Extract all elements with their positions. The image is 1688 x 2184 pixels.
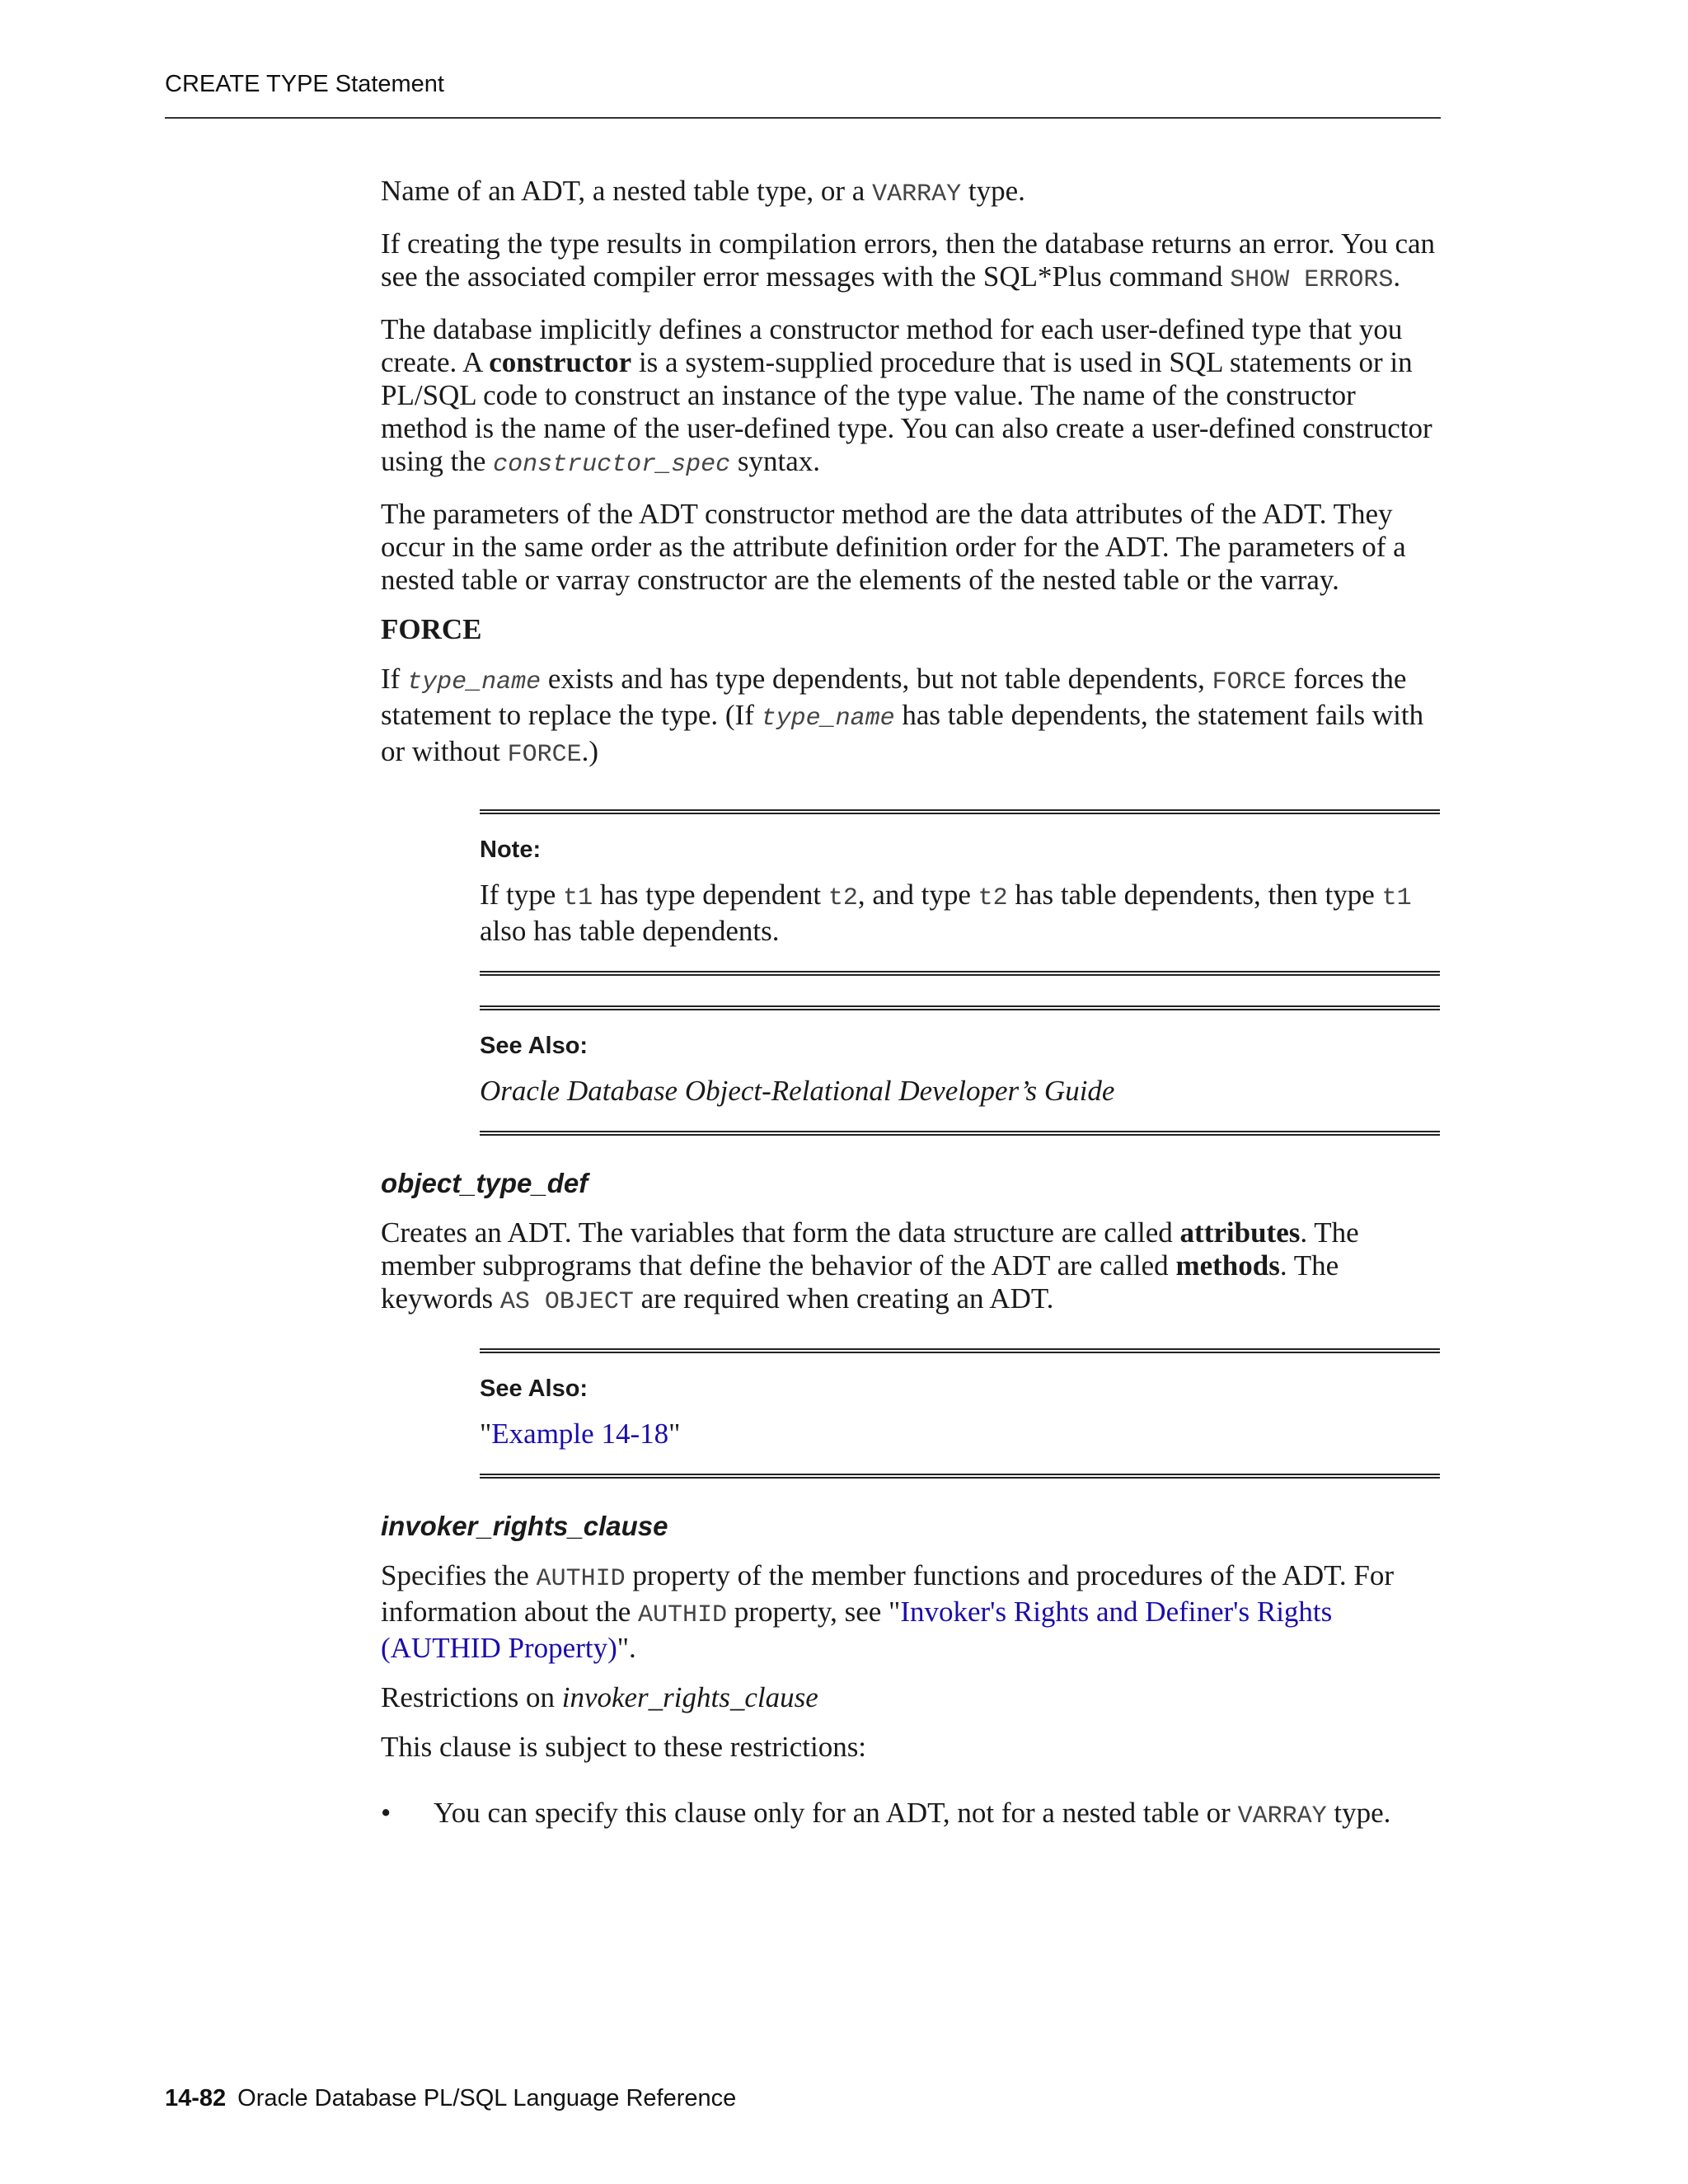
see-also-box-guide bbox=[480, 1005, 1440, 1136]
note-box-top-rule bbox=[480, 809, 1440, 814]
see-also-guide-title: Oracle Database Object-Relational Developer’s Guide bbox=[480, 1075, 1115, 1107]
example-14-18-link[interactable]: Example 14-18 bbox=[491, 1418, 669, 1450]
code-show-errors: SHOW ERRORS bbox=[1230, 266, 1394, 294]
note-label: Note: bbox=[480, 837, 542, 863]
paragraph-type-name: Name of an ADT, a nested table type, or a VARRAY type. bbox=[381, 175, 1025, 209]
invokers-rights-link[interactable]: Invoker's Rights and Definer's Rights (AUTHID Property) bbox=[381, 1596, 1333, 1664]
see-also-label: See Also: bbox=[480, 1376, 588, 1402]
paragraph-force: If type_name exists and has type dependents, but not table dependents, FORCE forces the statement to replace the type. (If type_name has table dependents, the statement fails with or without FORCE.) bbox=[381, 663, 1424, 769]
paragraph-authid: Specifies the AUTHID property of the member functions and procedures of the ADT. For information about the AUTHID property, see "Invoker's Rights and Definer's Rights (AUTHID Property)". bbox=[381, 1559, 1395, 1664]
restriction-list-item: • You can specify this clause only for an ADT, not for a nested table or VARRAY type. bbox=[381, 1797, 1391, 1830]
running-header: CREATE TYPE Statement bbox=[165, 71, 444, 97]
see-also-box-example bbox=[480, 1348, 1440, 1479]
page-content bbox=[381, 175, 1444, 1833]
paragraph-compilation-errors: If creating the type results in compilation errors, then the database returns an error. You can see the associated compiler error messages with the SQL*Plus command SHOW ERRORS. bbox=[381, 227, 1436, 294]
restrictions-heading: Restrictions on invoker_rights_clause bbox=[381, 1681, 818, 1713]
see-also-top-rule bbox=[480, 1348, 1440, 1353]
code-varray: VARRAY bbox=[872, 180, 962, 209]
term-force: FORCE bbox=[381, 613, 482, 645]
heading-object-type-def: object_type_def bbox=[381, 1168, 588, 1198]
running-footer bbox=[165, 2085, 736, 2112]
see-also-bottom-rule bbox=[480, 1131, 1440, 1136]
see-also-bottom-rule bbox=[480, 1474, 1440, 1479]
note-box-bottom-rule bbox=[480, 971, 1440, 976]
paragraph-constructor-parameters: The parameters of the ADT constructor method are the data attributes of the ADT. They occur in the same order as the attribute definition order for the ADT. The parameters of a nested table or varray constructor are the elements of the nested table or the varray. bbox=[381, 498, 1406, 596]
heading-invoker-rights-clause: invoker_rights_clause bbox=[381, 1511, 668, 1541]
see-also-top-rule bbox=[480, 1005, 1440, 1010]
note-text: If type t1 has type dependent t2, and type t2 has table dependents, then type t1 also has table dependents. bbox=[480, 879, 1412, 947]
see-also-example-line: "Example 14-18" bbox=[480, 1418, 681, 1450]
term-constructor: constructor bbox=[489, 346, 632, 378]
paragraph-subject-to: This clause is subject to these restrictions: bbox=[381, 1731, 867, 1763]
paragraph-constructor: The database implicitly defines a constructor method for each user-defined type that you create. A constructor is a system-supplied procedure that is used in SQL statements or in PL/SQL code to construct an instance of the type value. The name of the constructor method is the name of the user-defined type. You can also create a user-defined constructor using the constructor_spec syntax. bbox=[381, 313, 1432, 479]
paragraph-object-type-def: Creates an ADT. The variables that form the data structure are called attributes. The member subprograms that define the behavior of the ADT are called methods. The keywords AS OBJECT are required when creating an ADT. bbox=[381, 1216, 1359, 1316]
book-title: Oracle Database PL/SQL Language Reference bbox=[237, 2085, 737, 2111]
note-box bbox=[480, 809, 1440, 976]
code-constructor-spec: constructor_spec bbox=[493, 451, 731, 479]
bullet-icon: • bbox=[381, 1797, 392, 1829]
see-also-label: See Also: bbox=[480, 1033, 588, 1059]
page-number: 14-82 bbox=[165, 2085, 227, 2111]
header-rule bbox=[165, 117, 1441, 119]
